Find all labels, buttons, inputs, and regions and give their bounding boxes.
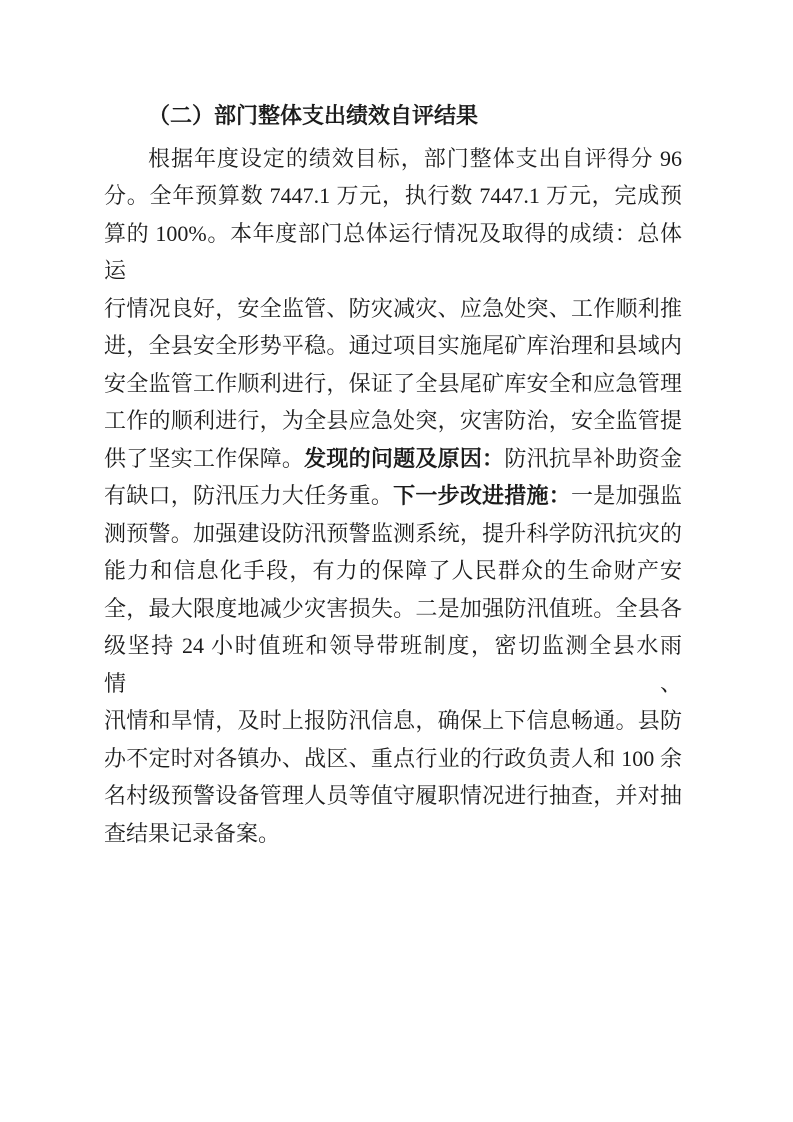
text-run: 一是加强监 — [571, 483, 682, 508]
text-run: 级坚持 24 小时值班和领导带班制度，密切监测全县水雨情、 — [104, 633, 682, 696]
section-heading: （二）部门整体支出绩效自评结果 — [148, 103, 479, 128]
bold-emphasis-next-steps: 下一步改进措施： — [393, 483, 572, 508]
text-run: 有缺口，防汛压力大任务重。 — [104, 483, 394, 508]
paragraph-line — [104, 440, 682, 478]
text-run: 分。全年预算数 7447.1 万元，执行数 7447.1 万元，完成预 — [104, 183, 682, 208]
paragraph-line — [104, 590, 682, 628]
text-run: 汛情和旱情，及时上报防汛信息，确保上下信息畅通。县防 — [104, 708, 682, 733]
paragraph-line — [104, 627, 682, 702]
paragraph-line — [104, 290, 682, 328]
paragraph-line — [104, 815, 682, 853]
text-run: 全，最大限度地减少灾害损失。二是加强防汛值班。全县各 — [104, 595, 682, 621]
paragraph-line — [104, 740, 682, 778]
text-run: 查结果记录备案。 — [104, 820, 281, 846]
paragraph-line — [104, 515, 682, 553]
paragraph-line — [104, 777, 682, 815]
paragraph-line — [104, 402, 682, 440]
paragraph-line — [104, 177, 682, 215]
text-run: 算的 100%。本年度部门总体运行情况及取得的成绩：总体运 — [104, 220, 682, 283]
document-body — [104, 97, 682, 852]
text-run: 办不定时对各镇办、战区、重点行业的行政负责人和 100 余 — [104, 745, 682, 771]
bold-emphasis-problems: 发现的问题及原因： — [304, 445, 505, 471]
text-run: 防汛抗旱补助资金 — [504, 445, 682, 471]
text-run: 根据年度设定的绩效目标，部门整体支出自评得分 96 — [148, 145, 682, 171]
paragraph-line — [104, 552, 682, 590]
text-run: 行情况良好，安全监管、防灾减灾、应急处突、工作顺利推 — [104, 295, 682, 321]
paragraph-line — [104, 215, 682, 290]
text-run: 测预警。加强建设防汛预警监测系统，提升科学防汛抗灾的 — [104, 520, 682, 546]
text-run: 安全监管工作顺利进行，保证了全县尾矿库安全和应急管理 — [104, 370, 682, 396]
paragraph-line — [104, 365, 682, 403]
paragraph-line — [104, 477, 682, 515]
text-run: 能力和信息化手段，有力的保障了人民群众的生命财产安 — [104, 558, 682, 583]
paragraph-line — [104, 140, 682, 178]
text-run: 进，全县安全形势平稳。通过项目实施尾矿库治理和县域内 — [104, 333, 682, 358]
text-run: 工作的顺利进行，为全县应急处突，灾害防治，安全监管提 — [104, 408, 682, 433]
text-run: 名村级预警设备管理人员等值守履职情况进行抽查，并对抽 — [104, 783, 682, 808]
text-run: 供了坚实工作保障。 — [104, 445, 305, 471]
paragraph-line — [104, 327, 682, 365]
paragraph-line — [104, 702, 682, 740]
